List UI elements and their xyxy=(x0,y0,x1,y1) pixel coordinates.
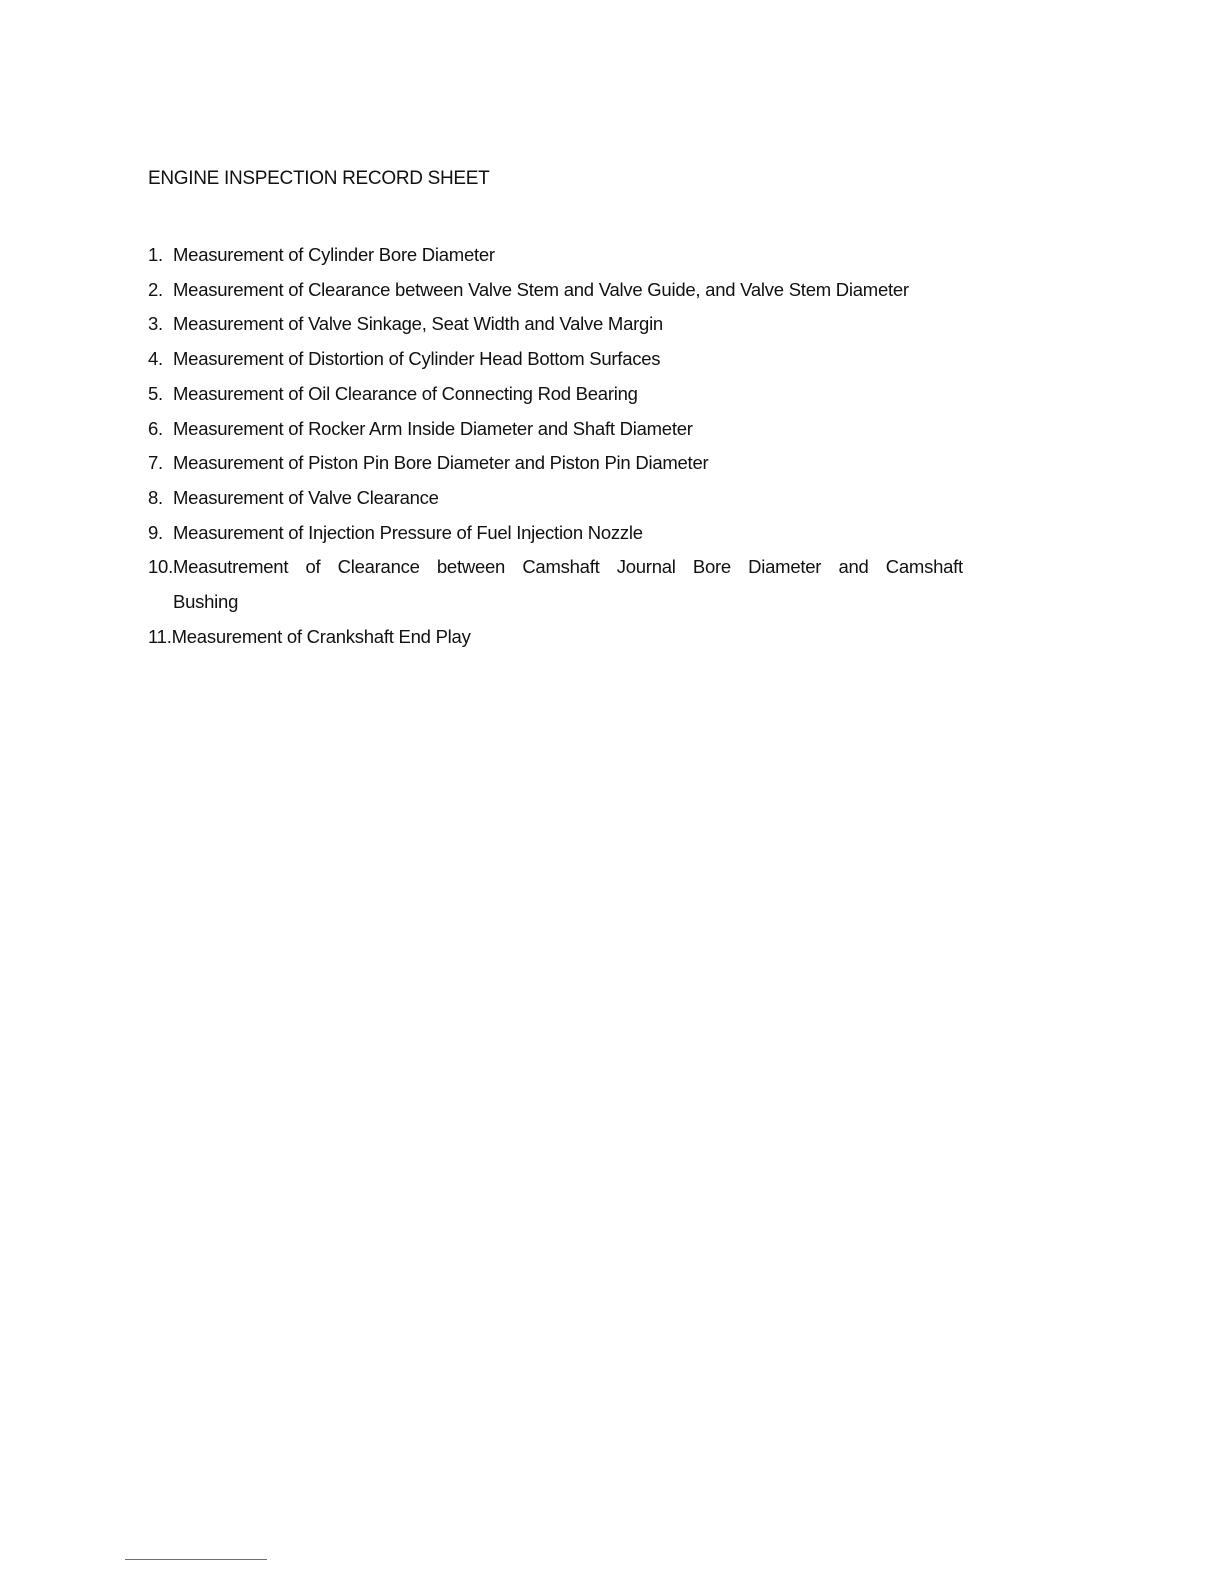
item-text: Measurement of Distortion of Cylinder Head Bottom Surfaces xyxy=(173,348,661,370)
item-text: Measurement of Injection Pressure of Fuel Injection Nozzle xyxy=(173,521,643,543)
list-item xyxy=(148,307,978,342)
item-number: 7. xyxy=(148,452,163,474)
sheet-title: ENGINE INSPECTION RECORD SHEET xyxy=(148,168,490,189)
measurement-list xyxy=(148,238,978,654)
item-number: 9. xyxy=(148,521,163,543)
item-text: Measurement of Oil Clearance of Connecting Rod Bearing xyxy=(173,382,638,404)
list-item xyxy=(148,481,978,516)
justified-word: of xyxy=(305,556,321,578)
justified-word: Clearance xyxy=(337,556,420,578)
item-number: 11. xyxy=(148,625,172,647)
item-number: 3. xyxy=(148,313,163,335)
item-text: Measurement of Valve Clearance xyxy=(173,486,439,508)
justified-word: 10.Measutrement xyxy=(148,556,289,578)
item-continuation: Bushing xyxy=(173,591,239,613)
bottom-rule xyxy=(125,1559,267,1560)
item-number: 1. xyxy=(148,244,163,265)
list-item xyxy=(148,238,978,273)
list-item xyxy=(148,412,978,447)
list-item xyxy=(148,342,978,377)
list-item xyxy=(148,446,978,481)
item-number: 4. xyxy=(148,348,163,370)
list-item xyxy=(148,273,978,308)
item-number: 8. xyxy=(148,486,163,508)
list-item xyxy=(148,550,978,619)
justified-word: between xyxy=(436,556,506,578)
justified-word: Bore xyxy=(692,556,731,578)
justified-word: Camshaft xyxy=(522,556,600,578)
item-number: 2. xyxy=(148,278,163,300)
justified-word: Camshaft xyxy=(885,556,963,578)
list-item xyxy=(148,377,978,412)
list-item xyxy=(148,516,978,551)
list-item xyxy=(148,620,978,655)
item-number: 6. xyxy=(148,417,163,439)
item-text: Measurement of Valve Sinkage, Seat Width and Valve Margin xyxy=(173,313,663,335)
item-text: Measurement of Clearance between Valve Stem and Valve Guide, and Valve Stem Diameter xyxy=(173,278,909,300)
item-text: Measurement of Cylinder Bore Diameter xyxy=(173,244,495,265)
item-number: 5. xyxy=(148,382,163,404)
item-text: Measurement of Rocker Arm Inside Diameter and Shaft Diameter xyxy=(173,417,693,439)
justified-word: Diameter xyxy=(748,556,822,578)
item-first-line xyxy=(148,550,963,585)
justified-word: Journal xyxy=(616,556,676,578)
item-text: Measurement of Crankshaft End Play xyxy=(171,625,471,647)
item-text: Measurement of Piston Pin Bore Diameter and Piston Pin Diameter xyxy=(173,452,709,474)
justified-word: and xyxy=(838,556,869,578)
